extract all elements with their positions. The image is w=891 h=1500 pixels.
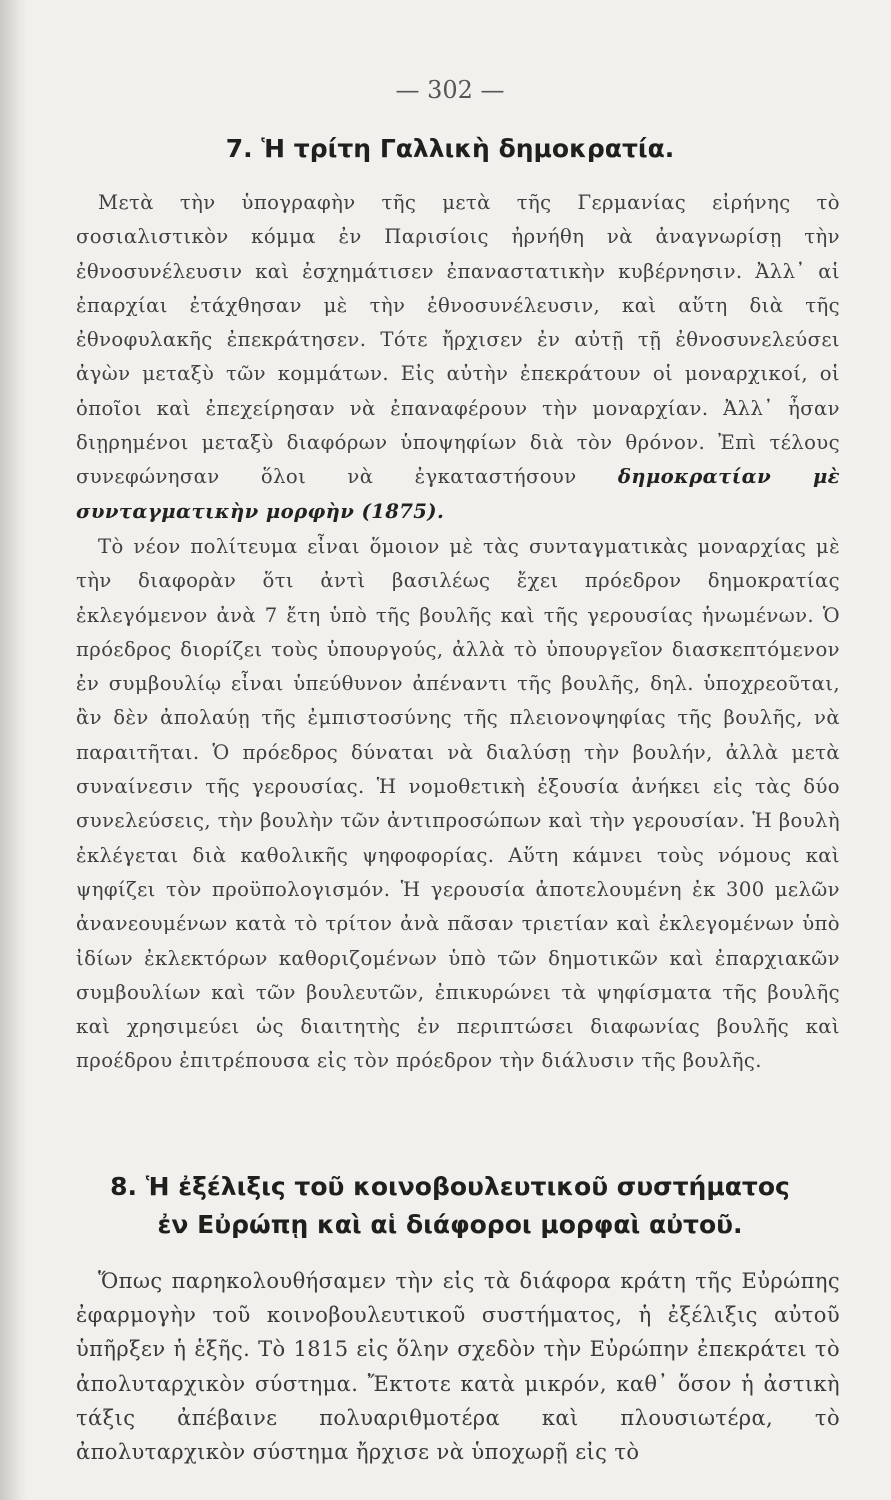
paragraph-2-text: Τὸ νέον πολίτευμα εἶναι ὅμοιον μὲ τὰς συνταγματικὰς μοναρχίας μὲ τὴν διαφορὰν ὅτι ἀντὶ βασιλέως ἔχει πρόεδρον δημοκρατίας ἐκλεγόμενον ἀνὰ 7 ἔτη ὑπὸ τῆς βουλῆς καὶ τῆς γερουσίας ἡνωμένων. Ὁ πρόεδρος διορίζει τοὺς ὑπουργούς, ἀλλὰ τὸ ὑπουργεῖον διασκεπτόμενον ἐν συμβουλίῳ εἶναι ὑπεύθυνον ἀπέναντι τῆς βουλῆς, δηλ. ὑποχρεοῦται, ἂν δὲν ἀπολαύῃ τῆς ἐμπιστοσύνης τῆς πλειονοψηφίας τῆς βουλῆς, νὰ παραιτῆται. Ὁ πρόεδρος δύναται νὰ διαλύσῃ τὴν βουλήν, ἀλλὰ μετὰ συναίνεσιν τῆς γερουσίας. Ἡ νομοθετικὴ ἐξουσία ἀνήκει εἰς τὰς δύο συνελεύσεις, τὴν βουλὴν τῶν ἀντιπροσώπων καὶ τὴν γερουσίαν. Ἡ βουλὴ ἐκλέγεται διὰ καθολικῆς ψηφοφορίας. Αὕτη κάμνει τοὺς νόμους καὶ ψηφίζει τὸν προϋπολογισμόν. Ἡ γερουσία ἀποτελουμένη ἐκ 300 μελῶν ἀνανεουμένων κατὰ τὸ τρίτον ἀνὰ πᾶσαν τριετίαν καὶ ἐκλεγομένων ὑπὸ ἰδίων ἐκλεκτόρων καθοριζομένων ὑπὸ τῶν δημοτικῶν καὶ ἐπαρχιακῶν συμβουλίων καὶ τῶν βουλευτῶν, ἐπικυρώνει τὰ ψηφίσματα τῆς βουλῆς καὶ χρησιμεύει ὡς διαιτητὴς ἐν περιπτώσει διαφωνίας βουλῆς καὶ προέδρου ἐπιτρέπουσα εἰς τὸν πρόεδρον τὴν διάλυσιν τῆς βουλῆς. bbox=[76, 535, 840, 1073]
page-number: — 302 — bbox=[395, 76, 505, 104]
section-7-paragraph-1 bbox=[76, 186, 840, 529]
emphasized-phrase: δημοκρατίαν μὲ συνταγματικὴν μορφὴν (1875). bbox=[76, 465, 840, 523]
paragraph-3-text: Ὅπως παρηκολουθήσαμεν τὴν εἰς τὰ διάφορα κράτη τῆς Εὐρώπης ἐφαρμογὴν τοῦ κοινοβουλευτικοῦ συστήματος, ἡ ἐξέλιξις αὐτοῦ ὑπῆρξεν ἡ ἑξῆς. Τὸ 1815 εἰς ὅλην σχεδὸν τὴν Εὐρώπην ἐπεκράτει τὸ ἀπολυταρχικὸν σύστημα. Ἔκτοτε κατὰ μικρόν, καθ᾽ ὅσον ἡ ἀστικὴ τάξις ἀπέβαινε πολυαριθμοτέρα καὶ πλουσιωτέρα, τὸ ἀπολυταρχικὸν σύστημα ἤρχισε νὰ ὑποχωρῇ εἰς τὸ bbox=[76, 1269, 840, 1465]
section-8-paragraph-1 bbox=[76, 1264, 840, 1469]
page-binding-shadow bbox=[0, 0, 28, 1500]
section-7-paragraph-2 bbox=[76, 530, 840, 1079]
section-7-heading: 7. Ἡ τρίτη Γαλλικὴ δημοκρατία. bbox=[225, 134, 675, 163]
section-8-heading-line-1: 8. Ἡ ἐξέλιξις τοῦ κοινοβουλευτικοῦ συστήματος bbox=[110, 1172, 790, 1201]
paragraph-1-text: Μετὰ τὴν ὑπογραφὴν τῆς μετὰ τῆς Γερμανίας εἰρήνης τὸ σοσιαλιστικὸν κόμμα ἐν Παρισίοις ἠρνήθη νὰ ἀναγνωρίσῃ τὴν ἐθνοσυνέλευσιν καὶ ἐσχημάτισεν ἐπαναστατικὴν κυβέρνησιν. Ἀλλ᾽ αἱ ἐπαρχίαι ἐτάχθησαν μὲ τὴν ἐθνοσυνέλευσιν, καὶ αὕτη διὰ τῆς ἐθνοφυλακῆς ἐπεκράτησεν. Τότε ἤρχισεν ἐν αὐτῇ τῇ ἐθνοσυνελεύσει ἀγὼν μεταξὺ τῶν κομμάτων. Εἰς αὐτὴν ἐπεκράτουν οἱ μοναρχικοί, οἱ ὁποῖοι καὶ ἐπεχείρησαν νὰ ἐπαναφέρουν τὴν μοναρχίαν. Ἀλλ᾽ ἦσαν διῃρημένοι μεταξὺ διαφόρων ὑποψηφίων διὰ τὸν θρόνον. Ἐπὶ τέλους συνεφώνησαν ὅλοι νὰ ἐγκαταστήσουν bbox=[76, 191, 840, 489]
section-8-heading bbox=[60, 1168, 840, 1244]
section-8-heading-line-2: ἐν Εὐρώπῃ καὶ αἱ διάφοροι μορφαὶ αὐτοῦ. bbox=[157, 1210, 743, 1239]
